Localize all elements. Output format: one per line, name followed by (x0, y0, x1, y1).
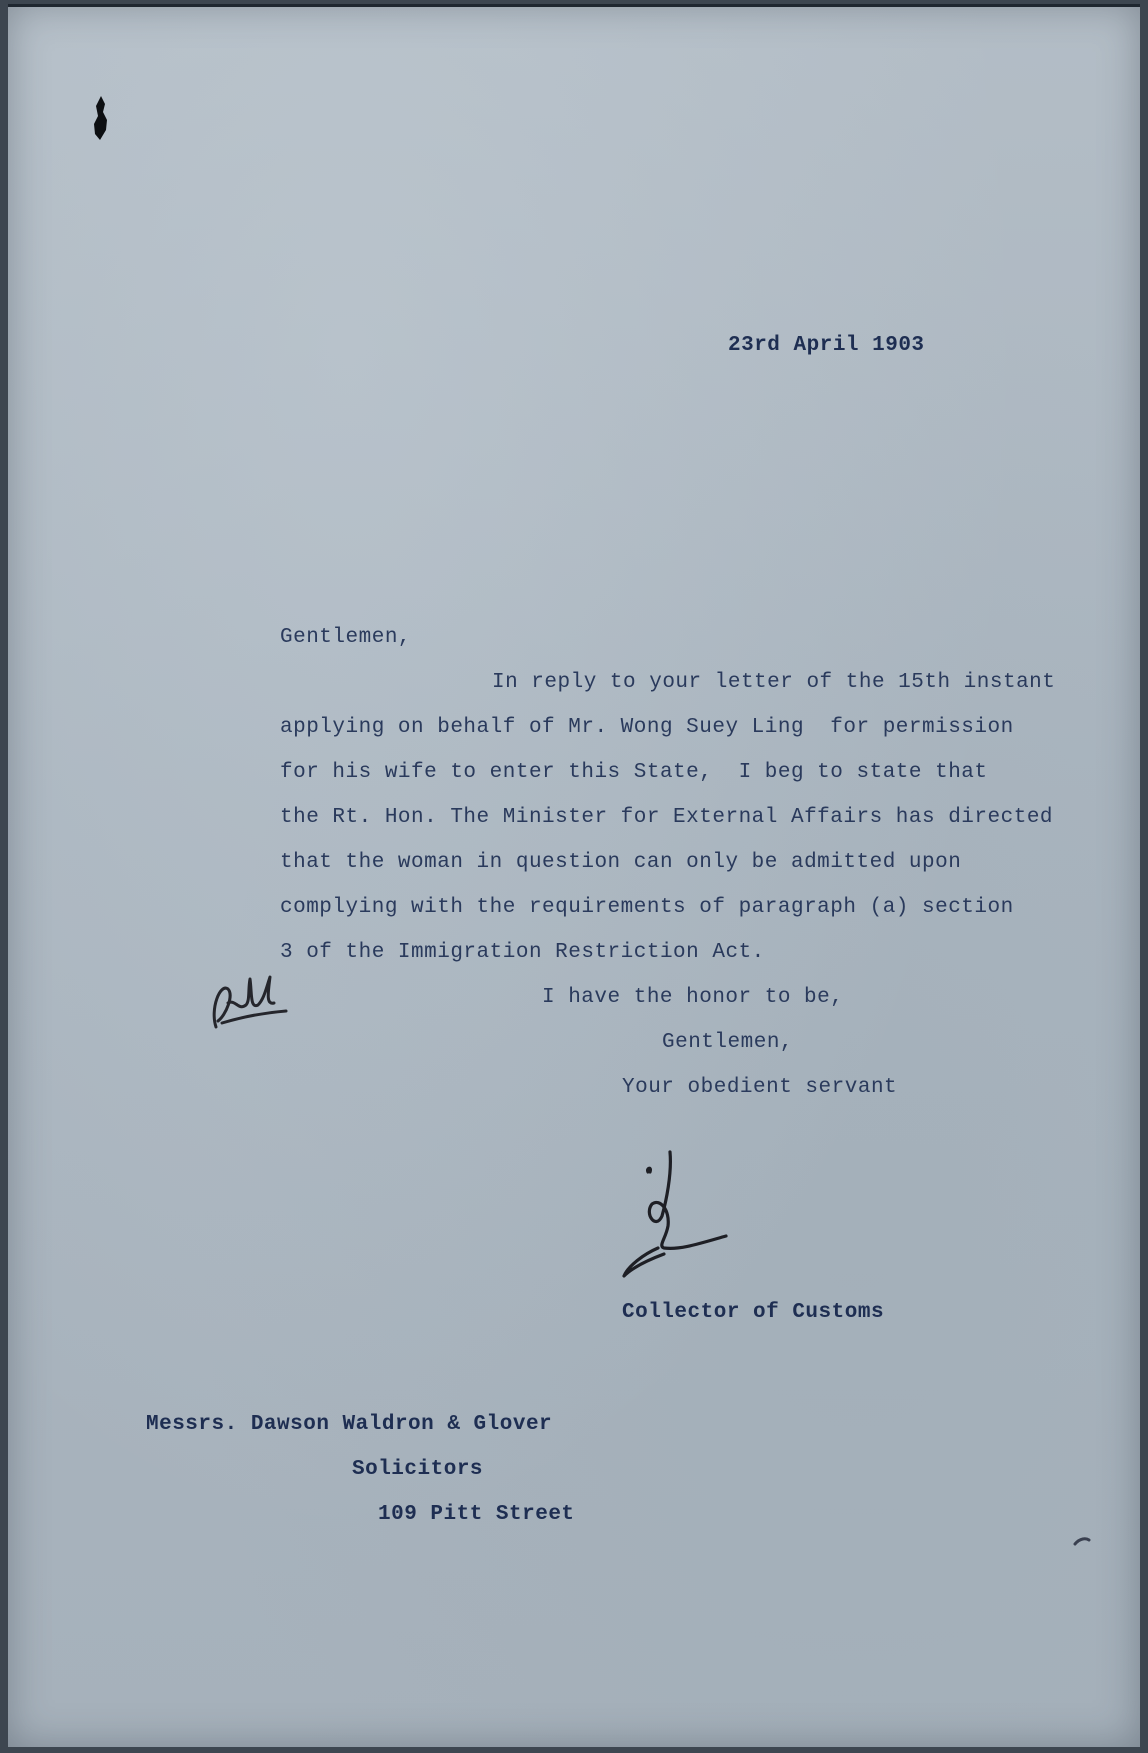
addressee-line-2: Solicitors (352, 1458, 484, 1481)
closing-line-3: Your obedient servant (622, 1076, 898, 1099)
body-line-3: for his wife to enter this State, I beg to state that (280, 761, 988, 784)
body-line-5: that the woman in question can only be admitted upon (280, 851, 962, 874)
letter-date: 23rd April 1903 (728, 334, 925, 357)
letter-page (8, 4, 1140, 1747)
addressee-line-1: Messrs. Dawson Waldron & Glover (146, 1413, 553, 1436)
ink-speck (1072, 1534, 1092, 1548)
addressee-line-3: 109 Pitt Street (378, 1503, 575, 1526)
body-line-7: 3 of the Immigration Restriction Act. (280, 941, 765, 964)
salutation: Gentlemen, (280, 626, 412, 649)
closing-line-1: I have the honor to be, (542, 986, 844, 1009)
body-line-4: the Rt. Hon. The Minister for External Affairs has directed (280, 806, 1054, 829)
body-line-6: complying with the requirements of paragraph (a) section (280, 896, 1014, 919)
body-line-2: applying on behalf of Mr. Wong Suey Ling for permission (280, 716, 1014, 739)
collector-signature (618, 1144, 738, 1284)
page-edge (8, 4, 1140, 7)
closing-line-2: Gentlemen, (662, 1031, 794, 1054)
initials-signature (206, 959, 296, 1034)
signatory-title: Collector of Customs (622, 1301, 885, 1324)
punch-hole-mark (92, 94, 110, 142)
body-line-1: In reply to your letter of the 15th instant (492, 671, 1056, 694)
